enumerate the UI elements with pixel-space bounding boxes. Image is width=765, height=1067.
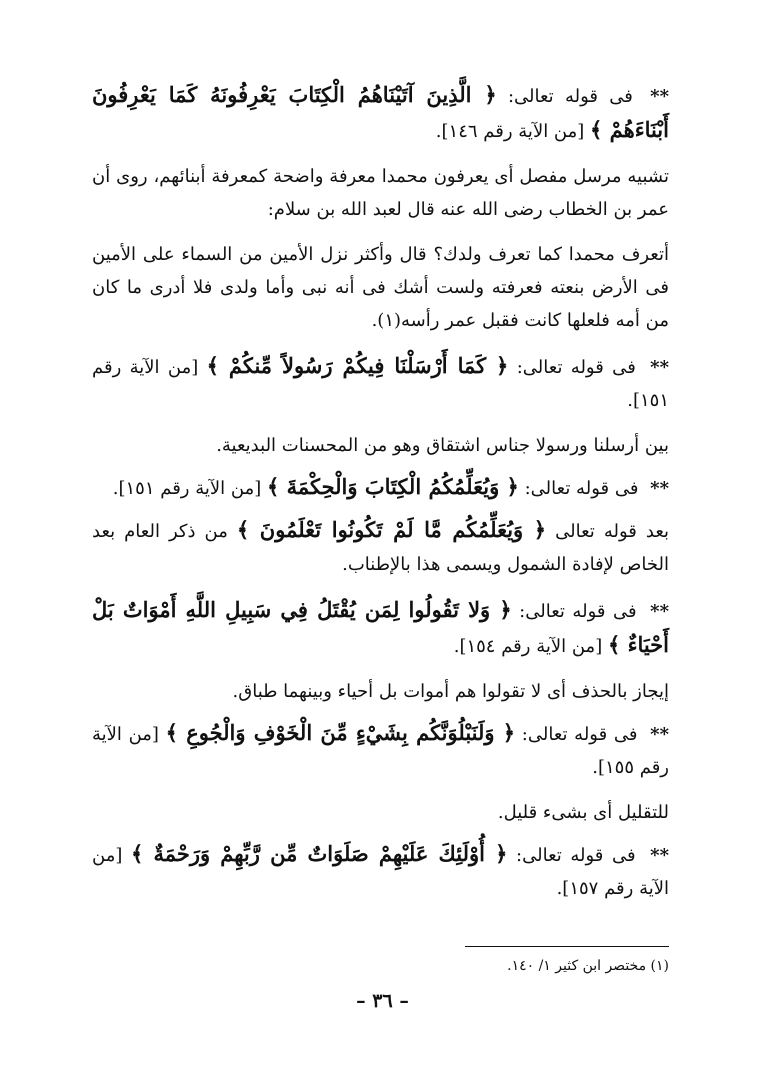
paragraph: بين أرسلنا ورسولا جناس اشتقاق وهو من المحسنات البديعية.: [216, 435, 669, 456]
quran-verse: ﴿ كَمَا أَرْسَلْنَا فِيكُمْ رَسُولاً مِّنكُمْ ﴾: [206, 353, 509, 378]
stars-marker: **: [650, 478, 669, 499]
verse-reference: [من الآية رقم ١٥٧].: [92, 845, 669, 899]
comment-block-1: [92, 78, 669, 148]
paragraph-text: من ذكر العام بعد الخاص لإفادة الشمول ويسمى هذا بالإطناب.: [92, 521, 669, 575]
stars-marker: **: [650, 845, 669, 866]
comment-block-5: [92, 716, 669, 784]
quran-verse: ﴿ الَّذِينَ آتَيْنَاهُمُ الْكِتَابَ يَعْرِفُونَهُ كَمَا يَعْرِفُونَ أَبْنَاءَهُمْ ﴾: [92, 82, 669, 142]
quran-verse: ﴿ وَلا تَقُولُوا لِمَن يُقْتَلُ فِي سَبِيلِ اللَّهِ أَمْوَاتٌ بَلْ أَحْيَاءٌ ﴾: [92, 597, 669, 657]
intro-text: فى قوله تعالى:: [521, 724, 638, 745]
footnote-divider: [465, 946, 669, 947]
paragraph: إيجاز بالحذف أى لا تقولوا هم أموات بل أحياء وبينهما طباق.: [232, 681, 669, 702]
footnote: (١) مختصر ابن كثير ١/ ١٤٠.: [507, 958, 669, 974]
stars-marker: **: [650, 357, 669, 378]
stars-marker: **: [650, 724, 669, 745]
comment-block-4: [92, 593, 669, 663]
verse-reference: [من الآية رقم ١٤٦].: [435, 121, 585, 142]
paragraph: أتعرف محمدا كما تعرف ولدك؟ قال وأكثر نزل الأمين من السماء على الأمين فى الأرض بنعته فعرفته ولست أشك فى أنه نبى وأما ولدى فلا أدرى ما كان من أمه فلعلها كانت فقبل عمر رأسه(١).: [92, 244, 669, 331]
quran-verse: ﴿ وَلَنَبْلُوَنَّكُم بِشَيْءٍ مِّنَ الْخَوْفِ وَالْجُوعِ ﴾: [165, 720, 516, 745]
quran-verse: ﴿ وَيُعَلِّمُكُم مَّا لَمْ تَكُونُوا تَعْلَمُونَ ﴾: [236, 517, 547, 542]
paragraph-text: بعد قوله تعالى: [555, 521, 670, 542]
intro-text: فى قوله تعالى:: [519, 601, 637, 622]
intro-text: فى قوله تعالى:: [507, 86, 633, 107]
stars-marker: **: [650, 86, 669, 107]
page-number: – ٣٦ –: [356, 990, 409, 1012]
paragraph-with-verse: [92, 513, 669, 581]
paragraph: للتقليل أى بشىء قليل.: [497, 802, 669, 823]
intro-text: فى قوله تعالى:: [524, 478, 639, 499]
quran-verse: ﴿ وَيُعَلِّمُكُمُ الْكِتَابَ وَالْحِكْمَةَ ﴾: [266, 474, 519, 499]
page-body: [92, 78, 669, 917]
quran-verse: ﴿ أُوْلَئِكَ عَلَيْهِمْ صَلَوَاتٌ مِّن رَّبِّهِمْ وَرَحْمَةٌ ﴾: [130, 841, 508, 866]
paragraph: تشبيه مرسل مفصل أى يعرفون محمدا معرفة واضحة كمعرفة أبنائهم، روى أن عمر بن الخطاب رضى الله عنه قال لعبد الله بن سلام:: [92, 166, 669, 220]
verse-reference: [من الآية رقم ١٥٤].: [453, 636, 603, 657]
intro-text: فى قوله تعالى:: [516, 845, 636, 866]
comment-block-3: [92, 470, 669, 505]
verse-reference: [من الآية رقم ١٥٥].: [92, 724, 669, 778]
comment-block-6: [92, 837, 669, 905]
intro-text: فى قوله تعالى:: [516, 357, 636, 378]
stars-marker: **: [650, 601, 669, 622]
verse-reference: [من الآية رقم ١٥١].: [92, 357, 669, 411]
verse-reference: [من الآية رقم ١٥١].: [112, 478, 262, 499]
comment-block-2: [92, 349, 669, 417]
